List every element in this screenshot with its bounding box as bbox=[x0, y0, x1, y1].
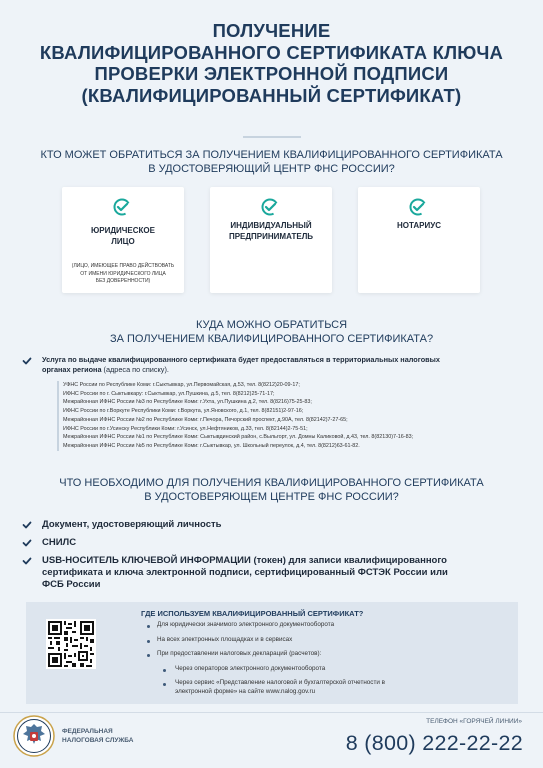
check-icon bbox=[22, 556, 32, 566]
title-line: ПОЛУЧЕНИЕ bbox=[212, 20, 331, 41]
card-label: ИНДИВИДУАЛЬНЫЙ ПРЕДПРИНИМАТЕЛЬ bbox=[228, 221, 314, 241]
bullet-dot bbox=[147, 654, 150, 657]
card-entrepreneur bbox=[210, 187, 332, 293]
address-list bbox=[57, 381, 517, 451]
check-icon bbox=[260, 197, 280, 217]
card-label: НОТАРИУС bbox=[397, 221, 441, 230]
qr-code bbox=[46, 619, 96, 669]
card-note: (ЛИЦО, ИМЕЮЩЕЕ ПРАВО ДЕЙСТВОВАТЬ ОТ ИМЕНИ ЮРИДИЧЕСКОГО ЛИЦА БЕЗ ДОВЕРЕННОСТИ) bbox=[71, 263, 175, 284]
page-title bbox=[0, 20, 543, 106]
list-item: При предоставлении налоговых деклараций (расчетов): bbox=[157, 650, 322, 657]
section-divider bbox=[243, 136, 301, 138]
bullet-dot bbox=[163, 669, 166, 672]
bullet-dot bbox=[163, 683, 166, 686]
check-icon bbox=[408, 197, 428, 217]
where-heading: КУДА МОЖНО ОБРАТИТЬСЯ ЗА ПОЛУЧЕНИЕМ КВАЛИФИЦИРОВАННОГО СЕРТИФИКАТА? bbox=[109, 319, 434, 345]
title-line: КВАЛИФИЦИРОВАННОГО СЕРТИФИКАТА КЛЮЧА bbox=[39, 41, 504, 63]
list-item: Через сервис «Представление налоговой и бухгалтерской отчетности в электронной форме» на сайте www.nalog.gov.ru bbox=[175, 679, 385, 695]
title-line: ПРОВЕРКИ ЭЛЕКТРОННОЙ ПОДПИСИ bbox=[94, 63, 449, 84]
list-item: Межрайонная ИФНС России №1 по Республике Коми: Сыктывдинский район, с.Выльгорт, ул. Домны Каликовой, д.43, тел. 8(82130)7-16-83; bbox=[63, 434, 414, 441]
check-icon bbox=[22, 538, 32, 548]
list-item: Межрайонная ИФНС России №5 по Республике Коми: г.Сыктывкар, ул. Школьный переулок, д.4, тел. 8(8212)63-61-82. bbox=[63, 442, 360, 449]
list-item: Межрайонная ИФНС России №3 по Республике Коми: г.Ухта, ул.Пушкина д.2, тел. 8(8216)75-25-83; bbox=[63, 399, 312, 406]
bullet-dot bbox=[147, 625, 150, 628]
list-item: Межрайонная ИФНС России №2 по Республике Коми: г.Печора, Печорский проспект, д.90А, тел. 8(82142)7-27-65; bbox=[63, 416, 348, 423]
hotline-number[interactable]: 8 (800) 222-22-22 bbox=[345, 731, 523, 755]
list-item: УФНС России по Республике Коми: г.Сыктывкар, ул.Первомайская, д.53, тел. 8(8212)20-09-17; bbox=[63, 382, 300, 388]
hotline-label: ТЕЛЕФОН «ГОРЯЧЕЙ ЛИНИИ» bbox=[426, 718, 522, 725]
check-icon bbox=[22, 356, 32, 366]
card-notary bbox=[358, 187, 480, 293]
card-legal-entity bbox=[62, 187, 184, 293]
list-item: ИФНС России по г.Воркуте Республики Коми: г.Воркута, ул.Яновского, д.1, тел. 8(82151)2-97-16; bbox=[63, 408, 304, 415]
footer-divider bbox=[0, 712, 543, 713]
list-item: На всех электронных площадках и в сервисах bbox=[157, 636, 293, 643]
usage-title: ГДЕ ИСПОЛЬЗУЕМ КВАЛИФИЦИРОВАННЫЙ СЕРТИФИКАТ? bbox=[141, 609, 364, 618]
bullet-dot bbox=[147, 640, 150, 643]
list-item: ИФНС России по г.Усинску Республики Коми: г.Усинск, ул.Нефтяников, д.33, тел. 8(82144)2-75-51; bbox=[63, 425, 308, 432]
list-item: ИФНС России по г. Сыктывкару: г.Сыктывкар, ул.Пушкина, д.5, тел. 8(8212)25-71-17; bbox=[63, 390, 275, 397]
fns-emblem-icon bbox=[13, 715, 55, 757]
org-name: ФЕДЕРАЛЬНАЯ НАЛОГОВАЯ СЛУЖБА bbox=[62, 728, 134, 744]
title-line: (КВАЛИФИЦИРОВАННЫЙ СЕРТИФИКАТ) bbox=[81, 84, 462, 106]
check-icon bbox=[112, 197, 132, 217]
who-heading: КТО МОЖЕТ ОБРАТИТЬСЯ ЗА ПОЛУЧЕНИЕМ КВАЛИФИЦИРОВАННОГО СЕРТИФИКАТА В УДОСТОВЕРЯЮЩИЙ ЦЕНТР ФНС РОССИИ? bbox=[40, 149, 503, 175]
need-heading: ЧТО НЕОБХОДИМО ДЛЯ ПОЛУЧЕНИЯ КВАЛИФИЦИРОВАННОГО СЕРТИФИКАТА В УДОСТОВЕРЯЮЩЕМ ЦЕНТРЕ ФНС РОССИИ? bbox=[59, 477, 484, 503]
card-label: ЮРИДИЧЕСКОЕ ЛИЦО bbox=[91, 226, 155, 246]
list-item: Через операторов электронного документооборота bbox=[175, 665, 326, 672]
check-icon bbox=[22, 520, 32, 530]
list-item: Для юридически значимого электронного документооборота bbox=[157, 621, 335, 628]
